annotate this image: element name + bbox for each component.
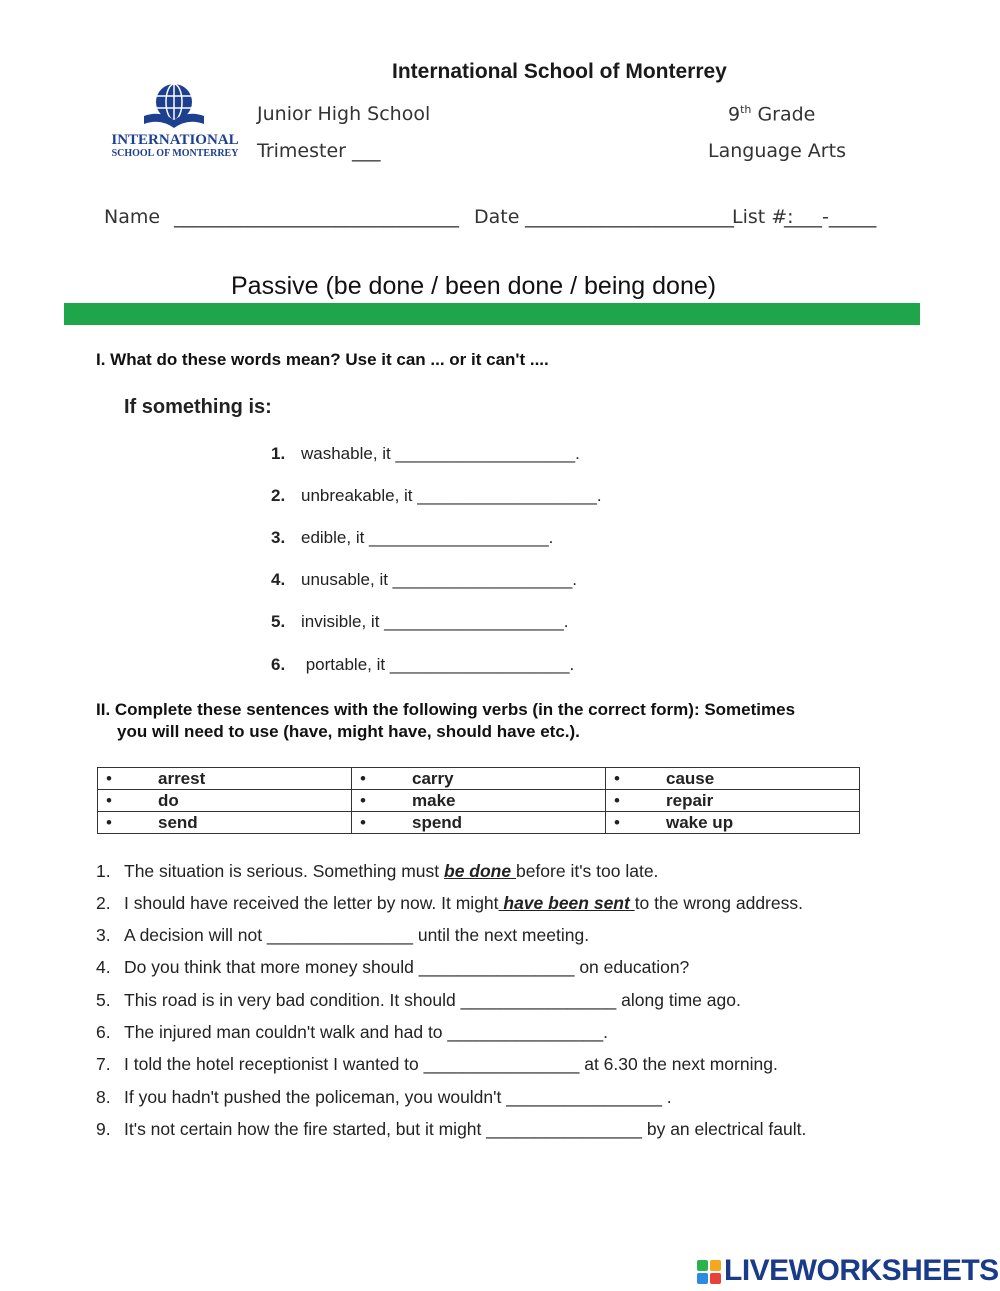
trimester-field[interactable]: Trimester ___	[257, 140, 381, 162]
definition-item[interactable]: 6. portable, it ___________________.	[271, 655, 575, 674]
verb-cell: • wake up	[606, 812, 860, 834]
list-label: List #:	[732, 206, 794, 228]
liveworksheets-brand[interactable]	[697, 1254, 999, 1288]
logo-text-line1: INTERNATIONAL	[111, 132, 239, 148]
sentence-item[interactable]: 4. Do you think that more money should ________________ on education?	[96, 957, 690, 977]
blocks-icon	[697, 1260, 721, 1284]
date-label: Date	[474, 206, 520, 228]
definition-item[interactable]: 4. unusable, it ___________________.	[271, 570, 578, 589]
brand-text: LIVEWORKSHEETS	[724, 1254, 999, 1287]
worksheet-title: Passive (be done / been done / being done)	[231, 272, 717, 300]
definition-item[interactable]: 3. edible, it ___________________.	[271, 528, 554, 547]
verb-cell: • carry	[352, 768, 606, 790]
verb-cell: • cause	[606, 768, 860, 790]
definition-item[interactable]: 5. invisible, it ___________________.	[271, 612, 569, 631]
definition-item[interactable]: 1. washable, it ___________________.	[271, 444, 580, 463]
verb-cell: • make	[352, 790, 606, 812]
verb-table	[97, 767, 860, 834]
sentence-item[interactable]: 9. It's not certain how the fire started, but it might ________________ by an electrical fault.	[96, 1119, 807, 1139]
table-row	[98, 768, 860, 790]
answer-field[interactable]: have been sent	[498, 893, 635, 913]
sentence-item: 1. The situation is serious. Something must be done before it's too late.	[96, 861, 659, 881]
sentence-item[interactable]: 8. If you hadn't pushed the policeman, you wouldn't ________________ .	[96, 1087, 672, 1107]
name-label: Name	[104, 206, 161, 228]
section2-heading-line1: II. Complete these sentences with the following verbs (in the correct form): Sometimes	[96, 700, 796, 719]
verb-cell: • repair	[606, 790, 860, 812]
school-name: International School of Monterrey	[392, 60, 727, 83]
grade-word: Grade	[757, 103, 816, 126]
school-logo	[108, 80, 242, 164]
table-row	[98, 812, 860, 834]
answer-field[interactable]: be done	[444, 861, 516, 881]
verb-cell: • spend	[352, 812, 606, 834]
sentence-item[interactable]: 3. A decision will not _______________ until the next meeting.	[96, 925, 590, 945]
list-field[interactable]: ____-_____	[784, 206, 877, 228]
verb-cell: • send	[98, 812, 352, 834]
section1-heading: I. What do these words mean? Use it can ... or it can't ....	[96, 350, 549, 369]
grade-suffix: th	[740, 103, 752, 116]
sentence-item[interactable]: 6. The injured man couldn't walk and had to ________________.	[96, 1022, 608, 1042]
grade-label	[728, 103, 815, 125]
name-field[interactable]: ______________________________	[174, 206, 459, 228]
table-row	[98, 790, 860, 812]
sentence-item[interactable]: 7. I told the hotel receptionist I wanted to ________________ at 6.30 the next morning.	[96, 1054, 778, 1074]
verb-cell: • do	[98, 790, 352, 812]
verb-cell: • arrest	[98, 768, 352, 790]
definition-item[interactable]: 2. unbreakable, it ___________________.	[271, 486, 602, 505]
logo-text-line2: SCHOOL OF MONTERREY	[111, 148, 239, 159]
section1-subheading: If something is:	[124, 396, 272, 418]
title-divider	[64, 303, 920, 325]
subject-label: Language Arts	[708, 140, 846, 162]
grade-number: 9	[728, 103, 741, 126]
sentence-item[interactable]: 5. This road is in very bad condition. It should ________________ along time ago.	[96, 990, 741, 1010]
division-label: Junior High School	[257, 103, 431, 125]
sentence-item: 2. I should have received the letter by now. It might have been sent to the wrong address.	[96, 893, 803, 913]
date-field[interactable]: ______________________	[525, 206, 734, 228]
section2-heading-line2: you will need to use (have, might have, should have etc.).	[117, 722, 580, 741]
